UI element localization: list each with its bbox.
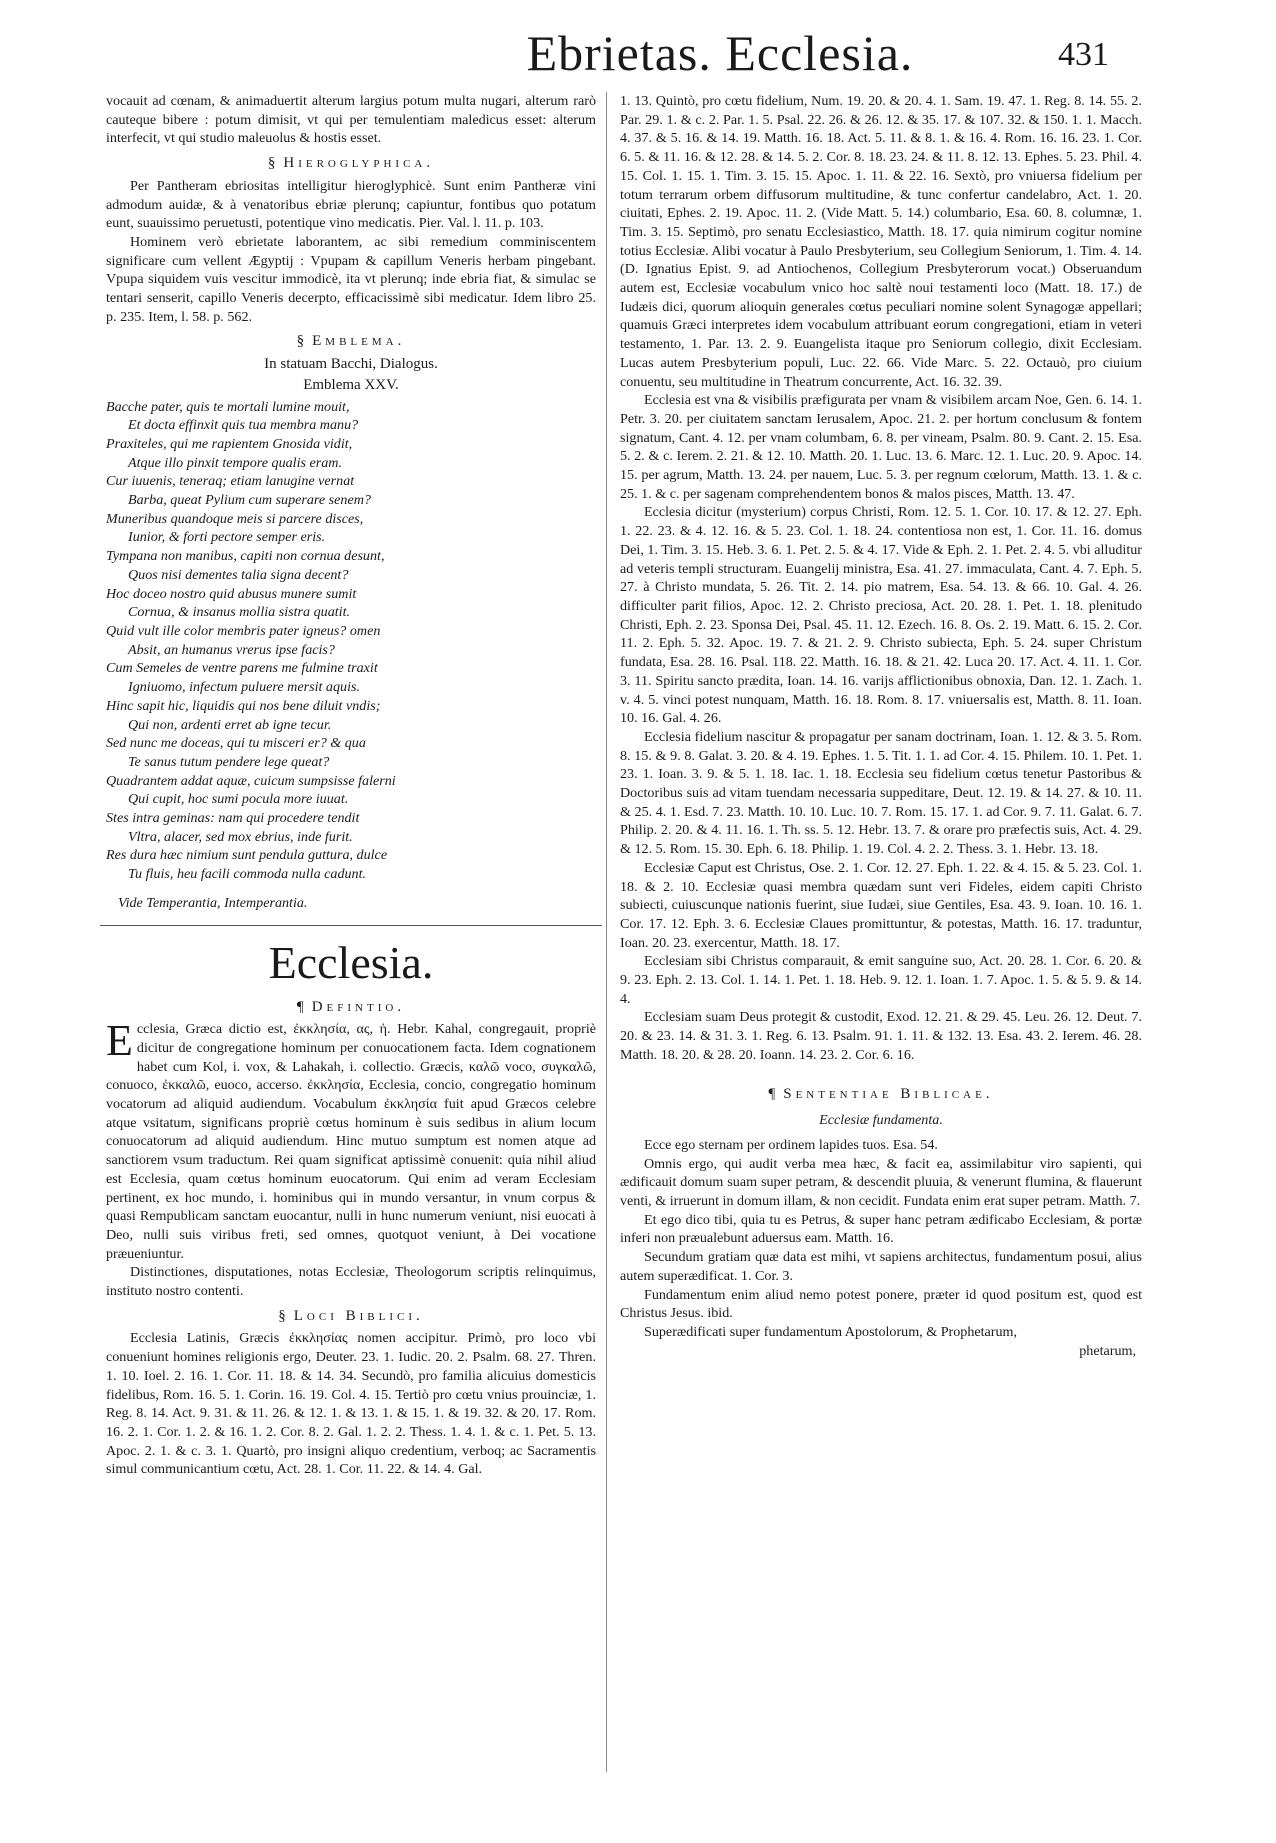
ecclesia-figures-paragraph: Ecclesia est vna & visibilis præfigurata per vnam & visibilem arcam Noe, Gen. 6. 14. 1. Petr. 3. 20. per ciuitatem sanctam Ierusalem, Apoc. 21. 2. per hortum conclusum & fontem signatum, Cant. 4. 12. per vnam columbam, 6. 8. per vineam, Psalm. 80. 9. Cant. 2. 15. Esa. 5. 2. & c. Ierem. 2. 21. & 12. 10. Matth. 20. 1. Luc. 13. 6. Marc. 12. 1. Luc. 20. 9. Apoc. 14. 15. per agrum, Matth. 13. 24. per nauem, Luc. 5. 3. per regnum cœlorum, Matth. 13. 1. & c. 25. 1. & c. per sagenam comprehendentem bonos & malos pisces, Matth. 13. 47. xyxy=(620,392,1142,502)
left-column xyxy=(106,92,596,1479)
sententiae-heading: ¶ Sententiae Biblicae. xyxy=(768,1085,994,1102)
definitio-heading: ¶ Defintio. xyxy=(296,998,406,1015)
poem-line: Hoc doceo nostro quid abusus munere sumit xyxy=(106,585,357,602)
drop-cap: E xyxy=(106,1016,133,1066)
poem-line: Atque illo pinxit tempore qualis eram. xyxy=(128,454,342,471)
poem-line: Igniuomo, infectum puluere mersit aquis. xyxy=(128,679,360,696)
emblema-title: In statuam Bacchi, Dialogus. xyxy=(264,356,438,373)
emblema-heading: § Emblema. xyxy=(296,333,406,350)
running-title: Ebrietas. Ecclesia. xyxy=(526,25,914,81)
ecclesia-title: Ecclesia. xyxy=(268,936,434,988)
emblema-number: Emblema XXV. xyxy=(303,376,399,393)
definitio-paragraph-1: Ecclesia, Græca dictio est, ἐκκλησία, ας, ἡ. Hebr. Kahal, congregauit, propriè dicitur de congregatione hominum per conuocationem facta. Idem cognationem habet cum Kol, i. vox, & Lahakah, i. collectio. Græcis, καλῶ voco, συγκαλῶ, conuoco, ἐκκαλῶ, euoco, accerso. ἐκκλησία, Ecclesia, concio, congregatio hominum vocatorum ad aliquid audiendum. Vocabulum ἐκκλησία fuit apud Græcos celebre atque vsitatum, significans propriè cœtus hominum è suis sedibus in alium locum conuocatorum ad aliquid audiendum. Hinc mutuo sumptum est nomen atque ad sanctiorem vsum traductum. Rei quam significat aptissimè conuenit: quia nihil aliud est Ecclesia, quam cœtus hominum euocatorum. Qui enim ad veram Ecclesiam pertinent, ex hoc mundo, i. hominibus qui in mundo versantur, in vnum corpus & quasi Rempublicam sanctam euocantur, nulli in hunc numerum veniunt, nisi euocati à Deo, nulli suis viribus freti, sed omnes, quotquot veniunt, à Dei vocatione præueniuntur. xyxy=(106,1016,596,1262)
page-number: 431 xyxy=(1058,36,1109,73)
poem-line: Barba, queat Pylium cum superare senem? xyxy=(128,492,371,509)
hieroglyphica-paragraph-1: Per Pantheram ebriositas intelligitur hieroglyphicè. Sunt enim Pantheræ vini admodum auidæ, & à venatoribus ebriæ plerunq; capiuntur, fontibus quo potatum eunt, suauissimo peruetusti, potentique vino medicatis. Pier. Val. l. 11. p. 103. xyxy=(106,177,596,232)
loci-continuation: 1. 13. Quintò, pro cœtu fidelium, Num. 19. 20. & 20. 4. 1. Sam. 19. 47. 1. Reg. 8. 14. 55. 2. Par. 29. 1. & c. 2. Par. 1. 5. Psal. 22. 26. & 26. 12. & 35. 17. & 107. 32. & 150. 1. 1. Macch. 4. 37. & 5. 16. & 14. 19. Matth. 16. 18. Act. 5. 11. & 8. 1. & 16. 4. Rom. 16. 16. 23. 1. Cor. 6. 5. & 11. 16. & 12. 28. & 14. 5. 2. Cor. 8. 18. 23. 24. & 11. 8. 12. 13. Ephes. 5. 23. Phil. 4. 15. Col. 1. 15. 1. Tim. 3. 15. 15. Apoc. 1. 11. & 22. 16. Sextò, pro vniuersa fidelium per totum terrarum orbem diffusorum multitudine, & tunc confertur candelabro, Act. 1. 20. ciuitati, Ephes. 2. 19. Apoc. 11. 2. (Vide Matt. 5. 14.) columbario, Esa. 60. 8. columnæ, 1. Tim. 3. 15. Septimò, pro senatu Ecclesiastico, Matth. 18. 17. quia nimirum cogitur nomine totius Ecclesiæ. Alibi vocatur à Paulo Presbyterium, seu Collegium Seniorum, 1. Tim. 4. 14. (D. Ignatius Epist. 9. ad Antiochenos, Collegium Presbyterorum vocat.) Obseruandum autem est, Ecclesiæ vocabulum vnico hoc saltè noui testamenti loco (Matt. 18. 17.) de Iudæis dici, quorum alioquin generales cœtus peculiari nomine solent Synagogæ appellari; quamuis Græci interpretes idem vocabulum attribuant eorum congregationi, etiam in veteri testamento, 1. Par. 13. 2. 9. Euangelista itaque pro Seniorum collegio, dixit Ecclesiam. Lucas autem Presbyterium populi, Luc. 22. 66. Vide Marc. 5. 22. Octauò, pro ciuium conuentu, seu multitudine in Theatrum concurrente, Act. 16. 32. 39. xyxy=(620,93,1142,390)
right-column xyxy=(620,92,1142,1360)
poem-line: Cur iuuenis, teneraq; etiam lanugine vernat xyxy=(106,473,355,490)
section-mark: ¶ xyxy=(296,998,304,1015)
definitio-paragraph-2: Distinctiones, disputationes, notas Ecclesiæ, Theologorum scriptis relinquimus, instituto nostro contenti. xyxy=(106,1264,596,1300)
catchword: phetarum, xyxy=(1079,1342,1136,1359)
hieroglyphica-heading: § Hieroglyphica. xyxy=(267,155,435,172)
cross-reference: Vide Temperantia, Intemperantia. xyxy=(118,894,308,911)
poem-line: Tympana non manibus, capiti non cornua desunt, xyxy=(106,548,385,565)
ecclesia-sanguine-paragraph: Ecclesiam sibi Christus comparauit, & emit sanguine suo, Act. 20. 28. 1. Cor. 6. 20. & 9. 23. Eph. 2. 13. Col. 1. 14. 1. Pet. 1. 18. Heb. 9. 12. 1. Ioan. 1. 7. Apoc. 1. 5. & 5. 9. & 14. 4. xyxy=(620,953,1142,1007)
poem-line: Iunior, & forti pectore semper eris. xyxy=(128,529,326,546)
sententia-5: Fundamentum enim aliud nemo potest ponere, præter id quod positum est, quod est Christus Jesus. ibid. xyxy=(620,1286,1142,1322)
ecclesia-protegit-paragraph: Ecclesiam suam Deus protegit & custodit, Exod. 12. 21. & 29. 45. Leu. 26. 12. Deut. 7. 20. & 23. 14. & 31. 3. 1. Reg. 6. 13. Psalm. 91. 1. 11. & 132. 13. Esa. 43. 2. Ierem. 46. 28. Matth. 18. 20. & 28. 20. Ioann. 14. 23. 2. Cor. 6. 16. xyxy=(620,1009,1142,1063)
poem-line: Quos nisi dementes talia signa decent? xyxy=(128,566,349,583)
poem-line: Tu fluis, heu facili commoda nulla cadunt. xyxy=(128,866,367,883)
poem-line: Quid vult ille color membris pater igneus? omen xyxy=(106,622,381,639)
section-mark: § xyxy=(267,155,276,172)
poem-line: Praxiteles, qui me rapientem Gnosida vidit, xyxy=(106,435,353,452)
sententia-6: Superædificati super fundamentum Apostolorum, & Prophetarum, xyxy=(644,1324,1018,1340)
sententiae-subtitle: Ecclesiæ fundamenta. xyxy=(819,1112,943,1129)
emblema-poem xyxy=(106,398,596,884)
poem-line: Cornua, & insanus mollia sistra quatit. xyxy=(128,604,351,621)
poem-line: Cum Semeles de ventre parens me fulmine traxit xyxy=(106,660,378,677)
poem-line: Absit, an humanus vrerus ipse facis? xyxy=(128,641,335,658)
ecclesia-doctrina-paragraph: Ecclesia fidelium nascitur & propagatur per sanam doctrinam, Ioan. 1. 12. & 3. 5. Rom. 8. 15. & 9. 8. Galat. 3. 20. & 4. 19. Ephes. 1. 5. Tit. 1. 1. ad Cor. 4. 15. Philem. 10. 1. Pet. 1. 23. 1. Ioan. 3. 9. & 5. 1. 18. Iac. 1. 18. Ecclesia seu fidelium cœtus tenetur Pastoribus & Doctoribus suis ad vitam tuendam necessaria suppeditare, Deut. 12. 19. & 14. 27. & 10. 11. & 25. 4. 1. Esd. 7. 23. Matth. 10. 10. Luc. 10. 7. Rom. 15. 17. 1. ad Cor. 9. 7. 11. Galat. 6. 7. Philip. 2. 20. & 4. 11. 16. 1. Th. ss. 5. 12. Hebr. 13. 7. & orare pro præfectis suis, Act. 4. 29. & 12. 5. Rom. 15. 30. Eph. 6. 18. Philip. 1. 19. Col. 4. 2. 2. Thess. 3. 1. Hebr. 13. 18. xyxy=(620,728,1142,858)
poem-line: Qui cupit, hoc sumi pocula more iuuat. xyxy=(128,791,349,808)
loci-paragraph-1: Ecclesia Latinis, Græcis ἐκκλησίας nomen accipitur. Primò, pro loco vbi conueniunt homines religionis ergo, Deuter. 23. 1. Iudic. 20. 2. Psalm. 68. 27. Thren. 1. 10. Ioel. 2. 16. 1. Cor. 11. 18. & 14. 34. Secundò, pro familia alicuius domesticis fidelibus, Rom. 16. 5. 1. Corin. 16. 19. Col. 4. 15. Tertiò pro cœtu vnius prouinciæ, 1. Reg. 8. 14. Act. 9. 31. & 11. 26. & 12. 1. & 13. 1. & 15. 1. & 19. 32. & 20. 17. Rom. 16. 2. 1. Cor. 1. 2. & 16. 1. 2. Cor. 8. 2. Gal. 1. 2. 2. Thess. 1. 4. 1. & c. 1. Pet. 5. 13. Apoc. 2. 1. & c. 3. 1. Quartò, pro insigni aliquo credentium, verboq; ac Sacramentis simul communicantium cœtu, Act. 28. 1. Cor. 11. 22. & 14. 4. Gal. xyxy=(106,1330,596,1478)
section-mark: ¶ xyxy=(768,1085,776,1102)
column-divider xyxy=(606,92,607,1772)
sententia-3: Et ego dico tibi, quia tu es Petrus, & super hanc petram ædificabo Ecclesiam, & portæ inferi non præualebunt aduersus eam. Matth. 16. xyxy=(620,1211,1142,1247)
poem-line: Qui non, ardenti erret ab igne tecur. xyxy=(128,716,332,733)
poem-line: Res dura hæc nimium sunt pendula guttura, dulce xyxy=(106,847,388,864)
sententia-1: Ecce ego sternam per ordinem lapides tuos. Esa. 54. xyxy=(644,1136,938,1153)
sententia-4: Secundum gratiam quæ data est mihi, vt sapiens architectus, fundamentum posui, alius autem superædificat. 1. Cor. 3. xyxy=(620,1249,1142,1284)
ecclesia-caput-paragraph: Ecclesiæ Caput est Christus, Ose. 2. 1. Cor. 12. 27. Eph. 1. 22. & 4. 15. & 5. 23. Col. 1. 18. & 2. 10. Ecclesiæ quasi membra quædam sunt veri Fideles, eidem capiti Christo subiecti, cuiuscunque nationis fuerint, siue Iudæi, siue Gentiles, Esa. 43. 9. Ioan. 10. 16. 1. Cor. 17. 12. Eph. 3. 6. Ecclesiæ Claues promittuntur, & potestas, Matth. 16. 17. traduntur, Ioan. 20. 23. exercentur, Matth. 18. 17. xyxy=(620,859,1142,951)
poem-line: Stes intra geminas: nam qui procedere tendit xyxy=(106,810,360,827)
section-mark: § xyxy=(296,333,305,350)
poem-line: Et docta effinxit quis tua membra manu? xyxy=(128,417,359,434)
section-divider xyxy=(100,925,602,926)
poem-line: Quadrantem addat aquæ, cuicum sumpsisse falerni xyxy=(106,772,396,789)
loci-biblici-heading: § Loci Biblici. xyxy=(278,1307,424,1324)
poem-line: Sed nunc me doceas, qui tu misceri er? & qua xyxy=(106,735,366,752)
poem-line: Hinc sapit hic, liquidis qui nos bene diluit vndis; xyxy=(106,697,381,714)
intro-paragraph: vocauit ad cœnam, & animaduertit alterum largius potum multa nugari, alterum rarò cauteque bibere : potum dimisit, vt qui per temulentiam maledicus esset: alterum interfecit, vt qui studio maleuolus & hostis esset. xyxy=(106,93,596,147)
poem-line: Bacche pater, quis te mortali lumine mouit, xyxy=(106,398,350,415)
poem-line: Te sanus tutum pendere lege queat? xyxy=(128,753,330,770)
ecclesia-mysterium-paragraph: Ecclesia dicitur (mysterium) corpus Christi, Rom. 12. 5. 1. Cor. 10. 17. & 12. 27. Eph. 1. 22. 23. & 4. 12. 16. & 5. 23. Col. 1. 18. 24. contentiosa non est, 1. Cor. 11. 16. domus Dei, 1. Tim. 3. 15. Heb. 3. 6. 1. Pet. 2. 5. & 4. 17. Vide & Eph. 2. 1. Pet. 2. 4. 5. vbi alluditur ad veteris templi structuram. Euangelij ministra, Esa. 41. 27. immaculata, Cant. 4. 7. Eph. 5. 27. à Christo mundata, 5. 26. Tit. 2. 14. pio matrem, Esa. 54. 13. & 66. 10. Gal. 4. 26. difficulter parit filios, Apoc. 12. 2. Christo preciosa, Act. 20. 28. 1. Pet. 1. 18. plenitudo Christi, Eph. 2. 23. Sponsa Dei, Psal. 45. 11. 12. Ezech. 16. 8. Os. 2. 19. Matt. 6. 15. 2. Cor. 11. 2. Eph. 5. 32. Apoc. 19. 7. & 21. 2. 9. Christo subiecta, Eph. 5. 24. super Christum fundata, Esa. 28. 16. Psal. 118. 22. Matth. 16. 18. & 21. 42. Luca 20. 17. Act. 4. 11. 1. Cor. 3. 11. Spiritu sancto prædita, Ioan. 14. 16. varijs afflictionibus obnoxia, Dan. 12. 1. Zach. 1. v. 4. 5. vinci potest nunquam, Matth. 16. 18. Rom. 8. 17. vniuersalis est, Matth. 8. 11. Ioan. 10. 16. Gal. 4. 26. xyxy=(620,504,1142,727)
poem-line: Vltra, alacer, sed mox ebrius, inde furit. xyxy=(128,828,353,845)
sententia-2: Omnis ergo, qui audit verba mea hæc, & facit ea, assimilabitur viro sapienti, qui ædificauit domum suam super petram, & descendit pluuia, & venerunt flumina, & flauerunt venti, & irruerunt in domum illam, & non cecidit. Fundata enim erat super petram. Matth. 7. xyxy=(620,1155,1142,1210)
section-mark: § xyxy=(278,1307,286,1324)
poem-line: Muneribus quandoque meis si parcere disces, xyxy=(106,510,364,527)
hieroglyphica-paragraph-2: Hominem verò ebrietate laborantem, ac sibi remedium comminiscentem significare cum vellent Ægyptij : Vpupam & capillum Veneris herbam pingebant. Vpupa siquidem vuis vescitur immodicè, ita vt plerunq; inde ebria fiat, & simulac se tentari senserit, capillo Veneris decerpto, efficacissimè sibi medicatur. Idem libro 25. p. 235. Item, l. 58. p. 562. xyxy=(106,233,596,325)
